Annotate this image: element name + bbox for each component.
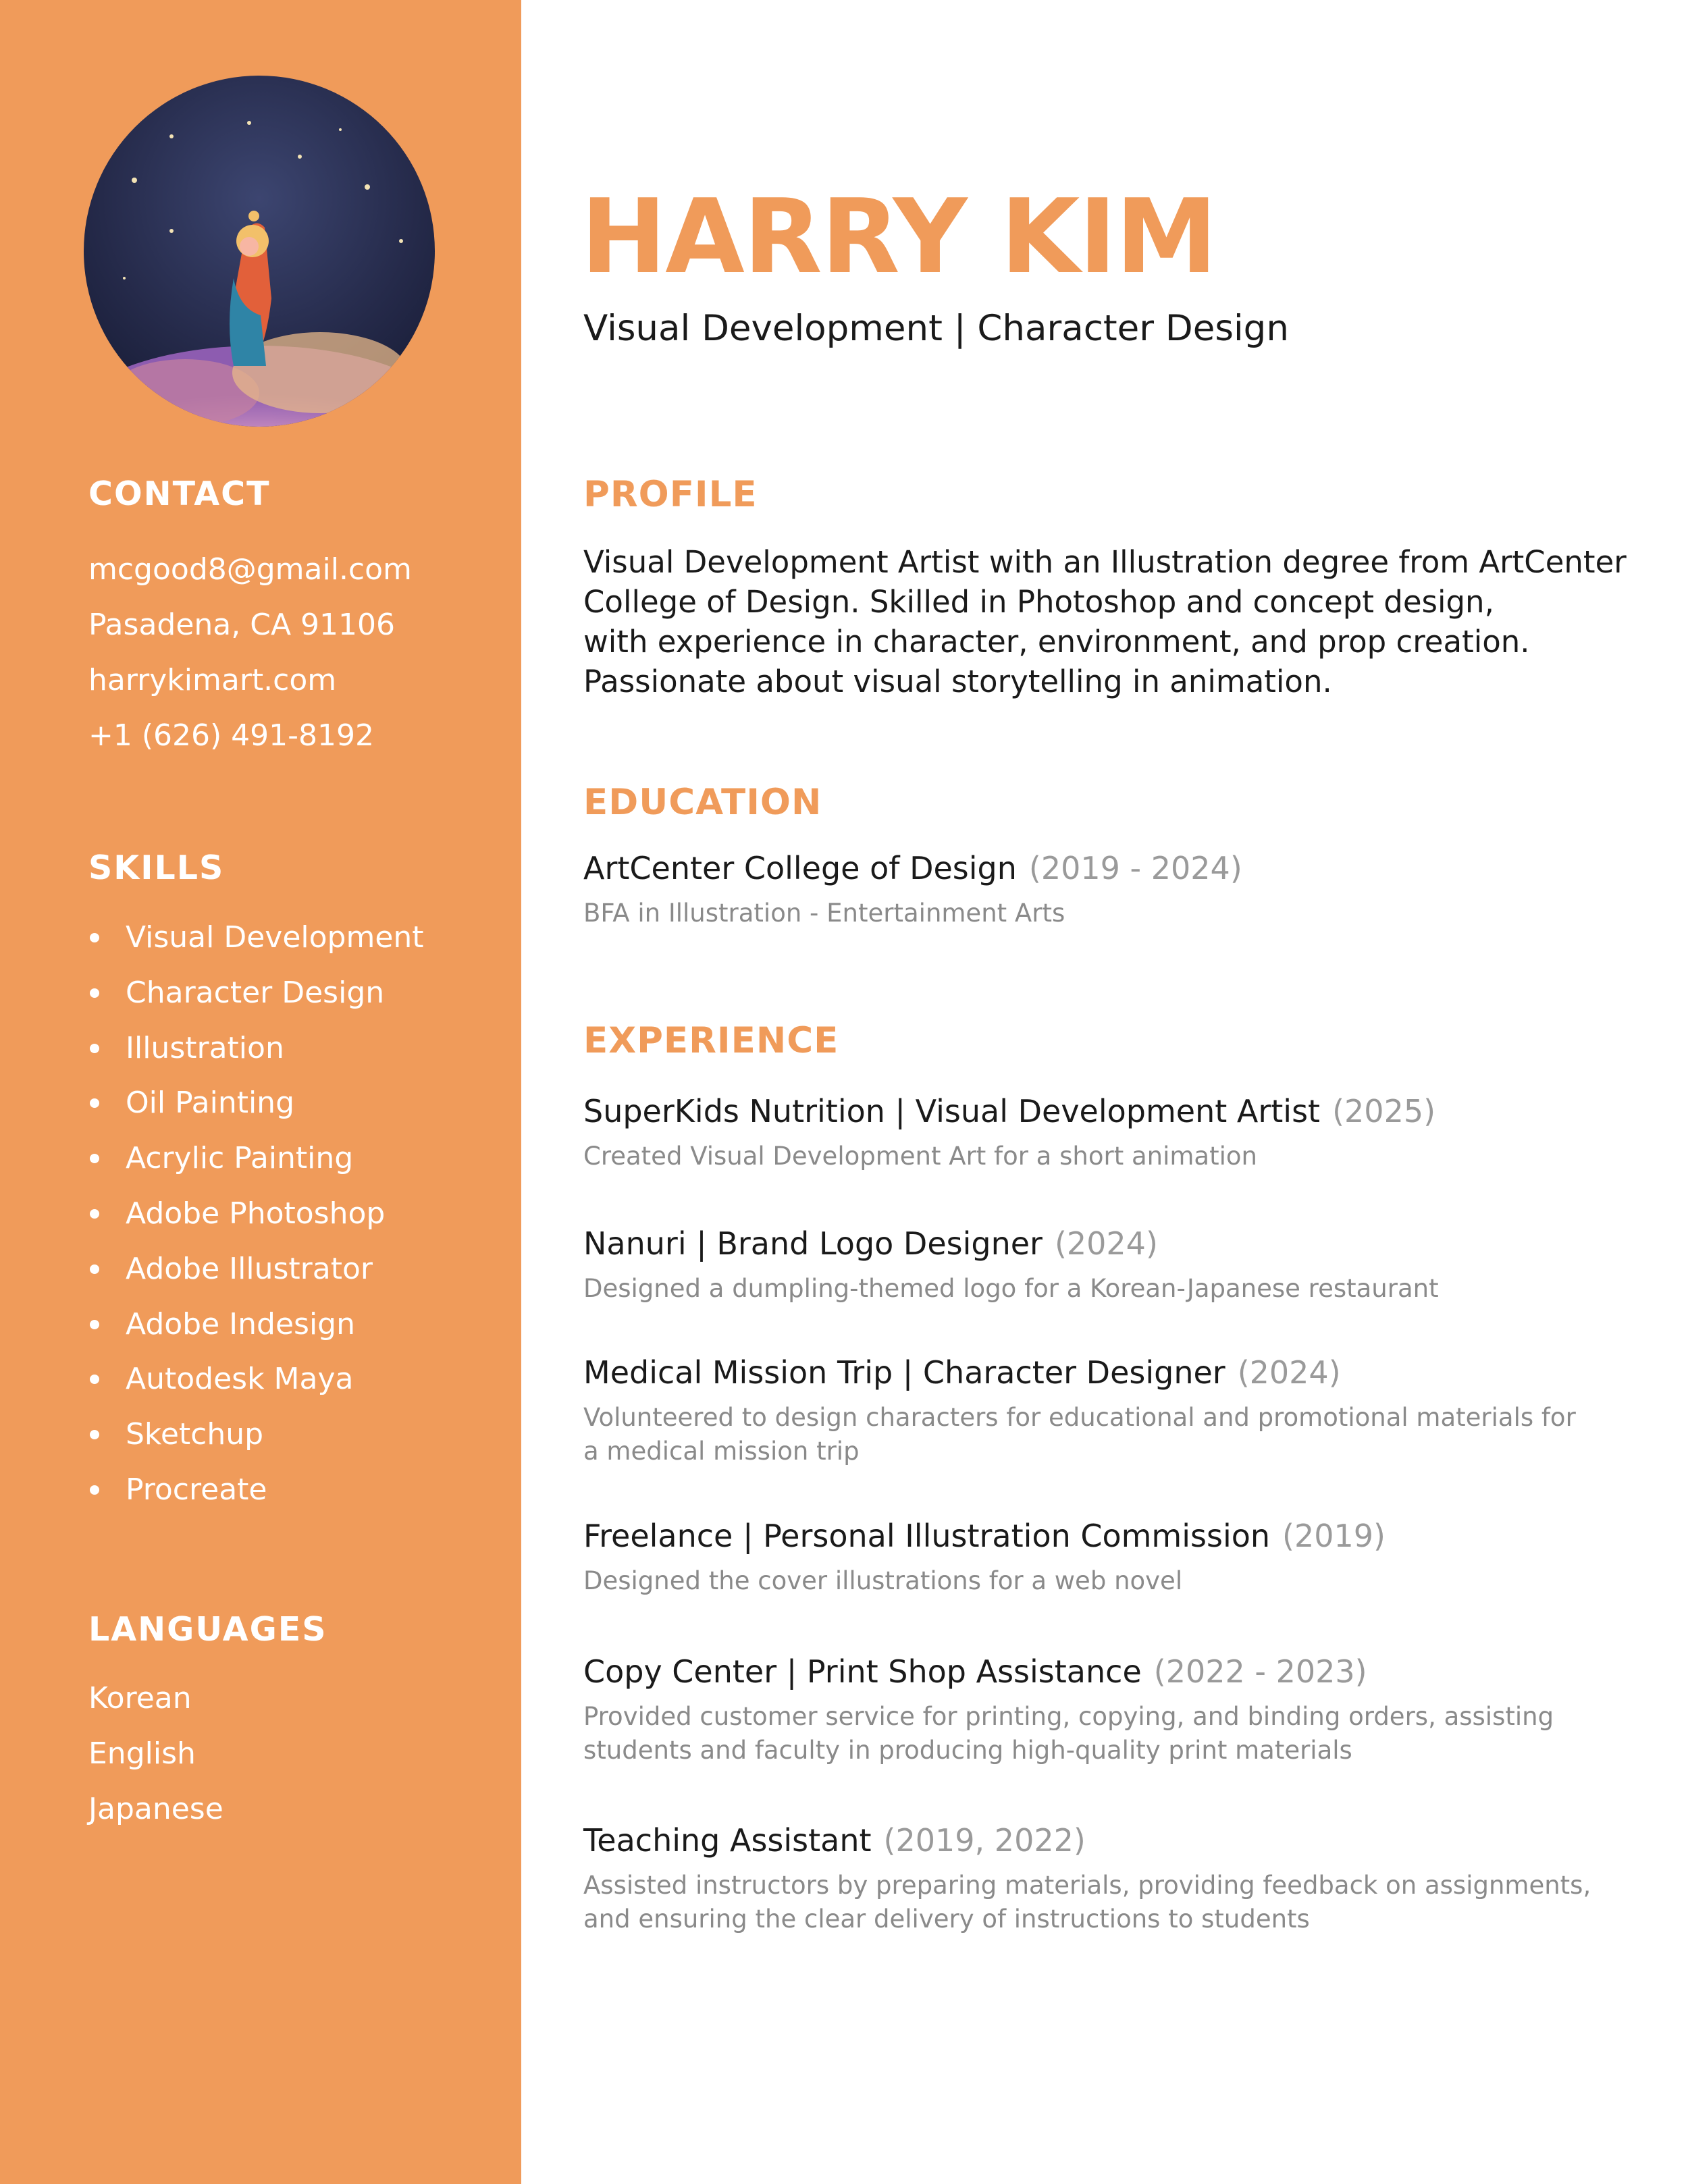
skills-list — [88, 910, 424, 1518]
entry-date: (2019) — [1282, 1518, 1386, 1554]
entry-description — [583, 897, 1596, 930]
bullet-icon — [90, 1209, 99, 1219]
entry-title-line — [583, 1820, 1596, 1861]
skill-item — [88, 1242, 424, 1297]
skill-item — [88, 1297, 424, 1352]
bullet-icon — [90, 1264, 99, 1274]
entry-title: Nanuri | Brand Logo Designer — [583, 1225, 1043, 1262]
skill-label: Autodesk Maya — [126, 1362, 354, 1397]
education-heading: EDUCATION — [583, 782, 822, 823]
entry-title: Copy Center | Print Shop Assistance — [583, 1653, 1142, 1690]
entry-desc-line: Created Visual Development Art for a short animation — [583, 1142, 1257, 1171]
entry-date: (2024) — [1237, 1354, 1341, 1391]
contact-website[interactable]: harrykimart.com — [88, 663, 337, 697]
skill-item — [88, 1462, 424, 1518]
profile-heading: PROFILE — [583, 474, 758, 515]
page-subtitle: Visual Development | Character Design — [583, 308, 1289, 349]
entry-desc-line: Designed a dumpling-themed logo for a Korean-Japanese restaurant — [583, 1274, 1439, 1303]
bullet-icon — [90, 1430, 99, 1439]
entry-title-line — [583, 1223, 1596, 1264]
entry-title-line — [583, 1352, 1596, 1393]
entry-desc-line: and ensuring the clear delivery of instructions to students — [583, 1905, 1310, 1934]
bullet-icon — [90, 1154, 99, 1163]
main-content — [581, 0, 1627, 2184]
contact-phone[interactable]: +1 (626) 491-8192 — [88, 718, 374, 753]
language-item: Japanese — [88, 1792, 223, 1826]
entry-title-line — [583, 1516, 1596, 1556]
entry-date: (2025) — [1332, 1093, 1436, 1129]
skill-item — [88, 1021, 424, 1076]
entry-desc-line: Provided customer service for printing, copying, and binding orders, assisting — [583, 1702, 1554, 1731]
contact-heading: CONTACT — [88, 475, 271, 513]
skill-label: Illustration — [126, 1030, 284, 1065]
entry-title-line — [583, 1091, 1596, 1131]
skill-label: Adobe Illustrator — [126, 1251, 373, 1286]
entry-title-line — [583, 848, 1596, 888]
skill-item — [88, 1352, 424, 1407]
skill-item — [88, 1075, 424, 1131]
skill-label: Sketchup — [126, 1417, 264, 1452]
page-title: HARRY KIM — [581, 177, 1217, 296]
entry-description — [583, 1272, 1596, 1306]
entry-desc-line: Volunteered to design characters for educational and promotional materials for — [583, 1403, 1576, 1432]
experience-entry — [583, 1223, 1596, 1306]
bullet-icon — [90, 1044, 99, 1053]
bullet-icon — [90, 1485, 99, 1495]
experience-heading: EXPERIENCE — [583, 1020, 839, 1061]
entry-description — [583, 1869, 1596, 1936]
education-entry — [583, 848, 1596, 930]
profile-line: Visual Development Artist with an Illustration degree from ArtCenter — [583, 544, 1627, 580]
languages-list — [88, 1671, 223, 1837]
bullet-icon — [90, 1375, 99, 1384]
entry-title: SuperKids Nutrition | Visual Development Artist — [583, 1093, 1321, 1129]
skill-label: Adobe Indesign — [126, 1306, 355, 1341]
skill-label: Acrylic Painting — [126, 1141, 354, 1176]
language-item: Korean — [88, 1681, 192, 1715]
skill-item — [88, 1407, 424, 1462]
skill-label: Procreate — [126, 1472, 267, 1507]
skill-label: Visual Development — [126, 920, 424, 955]
experience-entry — [583, 1651, 1596, 1767]
entry-title: Medical Mission Trip | Character Designer — [583, 1354, 1225, 1391]
profile-line: with experience in character, environment, and prop creation. — [583, 624, 1530, 660]
entry-desc-line: students and faculty in producing high-quality print materials — [583, 1736, 1352, 1765]
skill-item — [88, 1131, 424, 1186]
entry-title: Freelance | Personal Illustration Commission — [583, 1518, 1271, 1554]
profile-line: College of Design. Skilled in Photoshop and concept design, — [583, 584, 1494, 620]
entry-desc-line: Assisted instructors by preparing materials, providing feedback on assignments, — [583, 1871, 1591, 1900]
entry-date: (2024) — [1054, 1225, 1158, 1262]
skill-item — [88, 910, 424, 965]
skill-item — [88, 965, 424, 1021]
entry-desc-line: BFA in Illustration - Entertainment Arts — [583, 899, 1065, 928]
experience-entry — [583, 1091, 1596, 1173]
entry-description — [583, 1564, 1596, 1598]
languages-heading: LANGUAGES — [88, 1610, 327, 1649]
bullet-icon — [90, 1320, 99, 1329]
entry-date: (2022 - 2023) — [1153, 1653, 1367, 1690]
entry-date: (2019, 2022) — [883, 1822, 1086, 1859]
skill-label: Character Design — [126, 975, 385, 1010]
experience-entry — [583, 1516, 1596, 1598]
experience-entry — [583, 1820, 1596, 1936]
entry-date: (2019 - 2024) — [1028, 850, 1242, 886]
skill-item — [88, 1186, 424, 1242]
bullet-icon — [90, 988, 99, 998]
contact-location: Pasadena, CA 91106 — [88, 608, 396, 642]
contact-list — [88, 542, 412, 764]
bullet-icon — [90, 933, 99, 942]
entry-title: Teaching Assistant — [583, 1822, 872, 1859]
bullet-icon — [90, 1098, 99, 1108]
entry-description — [583, 1700, 1596, 1767]
language-item: English — [88, 1736, 196, 1771]
contact-email[interactable]: mcgood8@gmail.com — [88, 552, 412, 587]
entry-title: ArtCenter College of Design — [583, 850, 1017, 886]
profile-line: Passionate about visual storytelling in animation. — [583, 664, 1332, 699]
skill-label: Adobe Photoshop — [126, 1196, 386, 1231]
experience-entry — [583, 1352, 1596, 1468]
entry-description — [583, 1140, 1596, 1173]
entry-title-line — [583, 1651, 1596, 1692]
entry-description — [583, 1401, 1596, 1468]
skills-heading: SKILLS — [88, 849, 225, 887]
entry-desc-line: a medical mission trip — [583, 1437, 860, 1466]
sidebar — [0, 0, 521, 2184]
profile-text — [583, 542, 1627, 701]
portrait-illustration-icon — [84, 76, 435, 427]
entry-desc-line: Designed the cover illustrations for a web novel — [583, 1566, 1183, 1595]
skill-label: Oil Painting — [126, 1086, 294, 1121]
